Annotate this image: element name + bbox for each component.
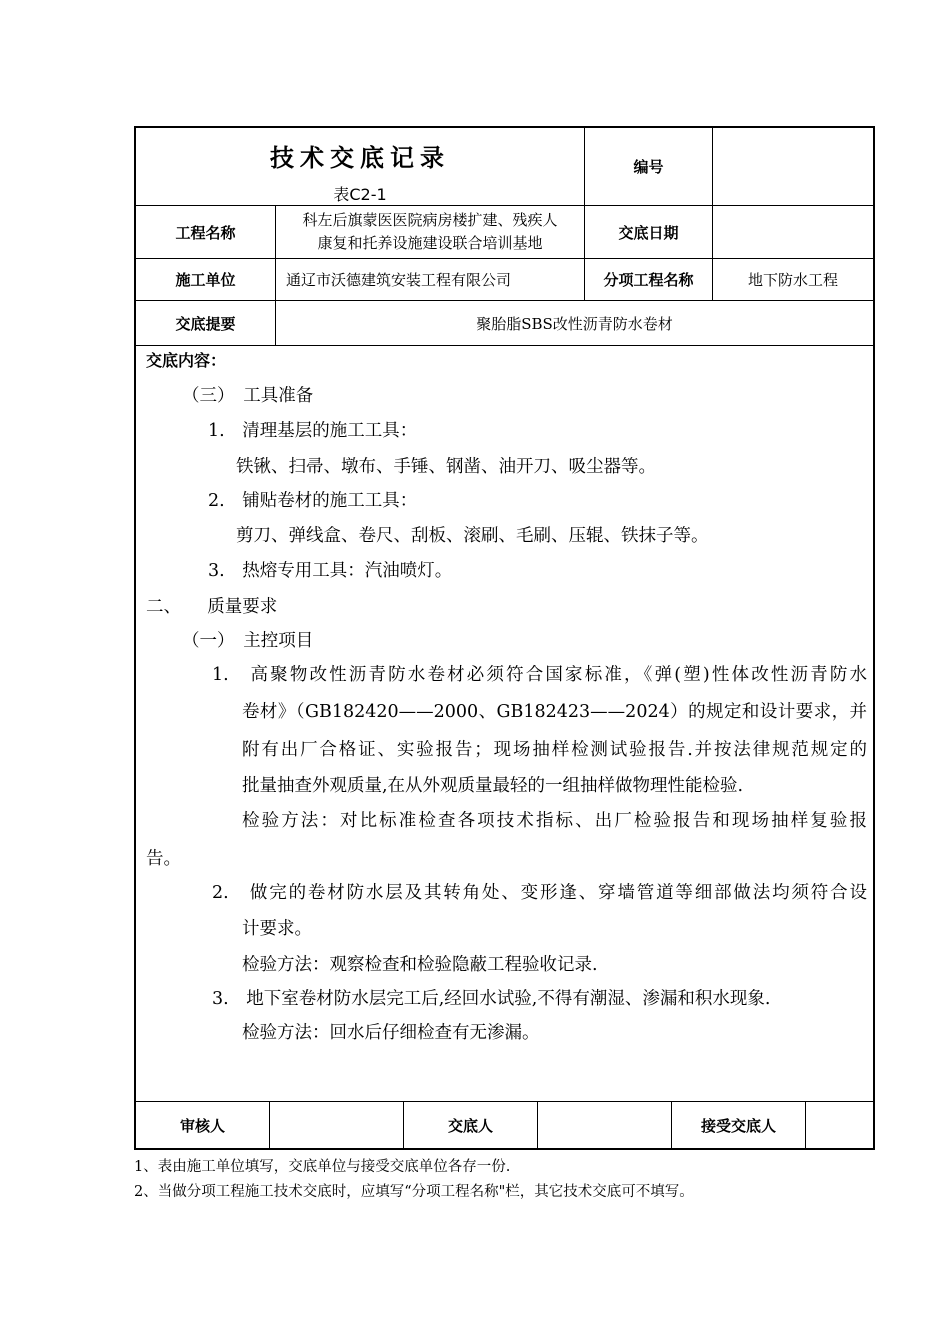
contractor-value: 通辽市沃德建筑安装工程有限公司: [286, 271, 512, 289]
content-line: 3. 热熔专用工具：汽油喷灯。: [208, 561, 453, 581]
content-line: 剪刀、弹线盒、卷尺、刮板、滚刷、毛刷、压辊、铁抹子等。: [236, 526, 709, 546]
content-line: 铁锹、扫帚、墩布、手锤、钢凿、油开刀、吸尘器等。: [236, 457, 656, 477]
reviewer-label: 审核人: [179, 1116, 225, 1135]
reviewer-value[interactable]: [270, 1102, 403, 1148]
receiver-value[interactable]: [806, 1102, 873, 1148]
content-line: 1. 清理基层的施工工具：: [208, 421, 418, 441]
discloser-value[interactable]: [538, 1102, 671, 1148]
project-name-line-2: 康复和托养设施建设联合培训基地: [317, 234, 543, 252]
content-line: 批量抽查外观质量,在从外观质量最轻的一组抽样做物理性能检验.: [242, 776, 744, 796]
content-line: 计要求。: [242, 919, 312, 939]
content-heading: 交底内容：: [146, 351, 227, 370]
content-line: 附有出厂合格证、实验报告；现场抽样检测试验报告.并按法律规范规定的: [242, 740, 867, 760]
content-line: 检验方法：回水后仔细检查有无渗漏。: [242, 1023, 540, 1043]
content-line: 卷材》（GB182420——2000、GB182423——2024）的规定和设计要求，并: [242, 702, 867, 722]
project-name-label: 工程名称: [175, 223, 236, 242]
content-line: 3. 地下室卷材防水层完工后,经回水试验,不得有潮湿、渗漏和积水现象.: [212, 989, 771, 1009]
project-name-line-1: 科左后旗蒙医医院病房楼扩建、残疾人: [302, 211, 558, 229]
footnote-1: 1、表由施工单位填写，交底单位与接受交底单位各存一份.: [134, 1159, 511, 1175]
content-line: 2. 做完的卷材防水层及其转角处、变形逢、穿墙管道等细部做法均须符合设: [212, 883, 867, 903]
contractor-label: 施工单位: [175, 271, 236, 289]
content-line: 1. 高聚物改性沥青防水卷材必须符合国家标准，《弹(塑)性体改性沥青防水: [212, 665, 867, 685]
footnote-2: 2、当做分项工程施工技术交底时，应填写“分项工程名称"栏，其它技术交底可不填写。: [134, 1184, 694, 1200]
date-value[interactable]: [713, 206, 873, 258]
content-line: 检验方法：对比标准检查各项技术指标、出厂检验报告和现场抽样复验报: [242, 811, 867, 831]
content-line: （三） 工具准备: [182, 386, 314, 406]
number-value[interactable]: [713, 128, 873, 205]
project-name-value: [276, 206, 584, 258]
receiver-label: 接受交底人: [700, 1116, 776, 1135]
summary-value: 聚胎脂SBS改性沥青防水卷材: [476, 314, 673, 333]
sub-project-value: 地下防水工程: [747, 271, 838, 289]
summary-label: 交底提要: [175, 314, 236, 333]
sub-project-label: 分项工程名称: [603, 271, 694, 289]
document-title: 技术交底记录: [270, 144, 450, 172]
content-line: 告。: [146, 849, 181, 869]
content-line: （一） 主控项目: [182, 631, 314, 651]
date-label: 交底日期: [618, 223, 679, 242]
discloser-label: 交底人: [447, 1116, 493, 1135]
content-line: 检验方法：观察检查和检验隐蔽工程验收记录.: [242, 955, 598, 975]
form-code: 表C2-1: [333, 185, 387, 204]
number-label: 编号: [633, 158, 664, 176]
content-line: 2. 铺贴卷材的施工工具：: [208, 491, 418, 511]
content-line: 二、 质量要求: [146, 597, 278, 617]
record-form: [134, 126, 875, 1150]
